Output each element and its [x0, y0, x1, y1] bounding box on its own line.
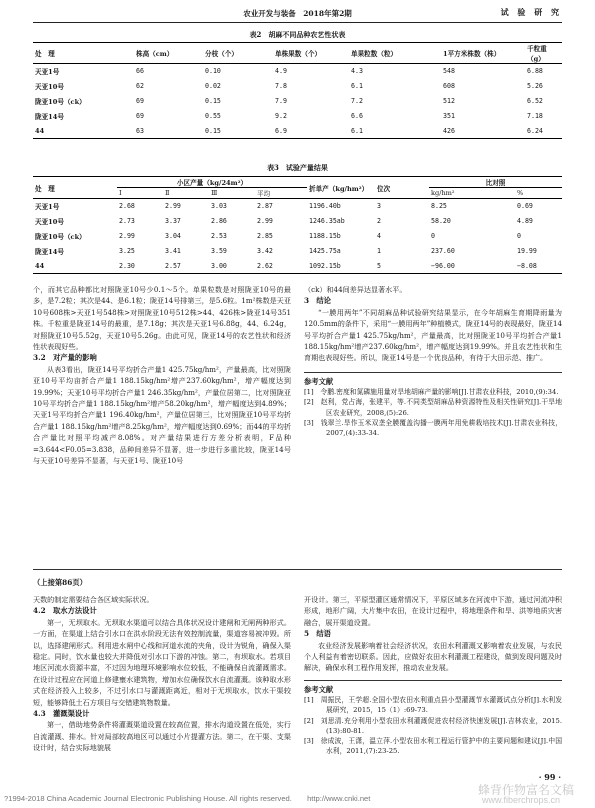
table2-header-cell: 分枝（个）: [203, 43, 273, 64]
table2-cell: 7.18: [527, 112, 543, 120]
table3-cell: 2.68: [119, 202, 135, 211]
table3-cell: 0: [517, 232, 521, 240]
table2-cell: 0.15: [205, 97, 221, 105]
table2-cell: 9.2: [275, 112, 287, 120]
table2-cell: 6.24: [525, 124, 562, 139]
table3-header-cell: 小区产量（kg/24m²）: [117, 177, 307, 188]
body-paragraph: （ck）和44间差异达显著水平。: [304, 285, 407, 294]
table3-cell: 陇亚10号（ck）: [35, 233, 86, 241]
table3-cell: 3.00: [209, 259, 255, 274]
table3-cell: 2.99: [257, 217, 273, 225]
table3-cell: 0.69: [517, 202, 533, 211]
table2-cell: 7.2: [351, 97, 363, 105]
table3-cell: 3: [377, 202, 381, 211]
table3-caption: 表3 试验产量结果: [267, 163, 328, 172]
table3-cell: 1425.75a: [309, 247, 341, 255]
table2-header-cell: 单株果数（个）: [273, 43, 349, 64]
table3-cell: 58.20: [431, 217, 451, 225]
table2-cell: 6.1: [349, 124, 441, 139]
table3-cell: 5: [375, 259, 429, 274]
table3-cell: 1246.35ab: [309, 217, 345, 225]
table3-cell: 2.85: [257, 232, 273, 240]
body-paragraph: 第一，借助地势条件将灌溉渠道设置在较高位置，排水沟道设置在低处，实行自流灌溉、排水。针对局部较高地区可以通过小片提灌方法。第二，在干渠、支渠设计时，结合实际地貌展: [33, 720, 291, 753]
table3-cell: 1196.40b: [309, 202, 341, 211]
table2-header-cell: 千粒重（g）: [525, 43, 562, 64]
table3-cell: 1092.15b: [307, 259, 375, 274]
table3-cell: 1: [377, 247, 381, 255]
table3-cell: 天亚1号: [35, 203, 60, 212]
table3-cell: 2: [377, 217, 381, 225]
left-column-lower: [33, 594, 291, 754]
table3-cell: 4: [377, 232, 381, 240]
table2-cell: 7.9: [275, 97, 287, 105]
table3-cell: 3.03: [211, 202, 227, 211]
table2: [33, 42, 562, 139]
table3-cell: 0: [431, 232, 435, 240]
section-heading: 3 结论: [304, 296, 331, 306]
table2-cell: 44: [33, 124, 134, 139]
table2-cell: 6.88: [527, 67, 543, 76]
section-heading: 4.3 灌溉渠设计: [33, 709, 90, 719]
table3-cell: 2.87: [257, 202, 273, 211]
table3-header-cell: 平均: [255, 188, 307, 199]
table2-cell: 天亚10号: [35, 83, 64, 91]
table2-cell: 6.6: [351, 112, 363, 120]
table2-header-cell: 处 理: [33, 43, 134, 64]
right-column-upper: [304, 284, 562, 438]
table2-cell: 0.55: [205, 112, 221, 120]
table3-cell: 2.62: [255, 259, 307, 274]
table2-cell: 0.02: [205, 82, 221, 90]
table3-cell: 237.60: [431, 247, 455, 255]
table2-cell: 天亚1号: [35, 68, 60, 77]
table3: [33, 176, 562, 274]
table2-cell: 7.8: [275, 82, 287, 90]
table2-cell: 426: [441, 124, 525, 139]
table3-header-cell: kg/hm²: [429, 188, 515, 199]
table2-cell: 6.9: [273, 124, 349, 139]
table2-cell: 62: [136, 82, 144, 90]
table3-header-cell: 位次: [375, 177, 429, 199]
table3-cell: 1188.15b: [309, 232, 341, 240]
table3-cell: 2.99: [165, 202, 181, 211]
watermark: 蜂背作物富名文稿: [478, 783, 575, 797]
table3-header-cell: Ⅰ: [117, 188, 163, 199]
reference-item: [2] 赵利，党占海，张建平，等.不同类型胡麻品种资源特性及相关性研究[J].干旱地区农业研究，2008,(5):26.: [304, 398, 562, 417]
table3-header-cell: %: [515, 188, 562, 199]
continued-from-label: （上接第86页）: [33, 578, 87, 587]
body-paragraph: 从表3看出，陇亚14号平均折合产量1 425.75kg/hm²，产量最高，比对照陇亚10号平均亩折合产量1 188.15kg/hm²增产237.60kg/hm²，增产幅度达到19.99%；天亚10号平均折合产量1 246.35kg/hm²，产量位居第二，比对照陇亚10号平均折合产量1 188.15kg/hm²增产58.20kg/hm²，增产幅度达到4.89%；天亚1号平均折合产量1 196.40kg/hm²，产量位居第三，比对照陇亚10号平均折合产量1 188.15kg/hm²增产8.25kg/hm²，增产幅度达到0.69%；而44的平均折合产量比对照平均减产8.08%。对产量结果进行方差分析表明，F品种=3.644<F0.05=3.838，品种间差异不显著，进一步进行多重比较，陇亚14号与天亚10号差异不显著，与天亚1号、陇亚10号: [33, 364, 291, 466]
table2-cell: 0.15: [203, 124, 273, 139]
table3-header-cell: 比对照: [429, 177, 562, 188]
copyright-footer: ?1994-2018 China Academic Journal Electronic Publishing House. All rights reserved. http://www.cnki.net: [4, 794, 371, 803]
references-heading: 参考文献: [304, 372, 562, 387]
header-rule: [33, 22, 562, 23]
body-paragraph: 个，而其它品种都比对照陇亚10号少0.1～5个。单果粒数是对照陇亚10号的最多，是7.2粒；其次是44、是6.1粒；陇亚14号排第三，是5.6粒。1m²株数是天亚10号608株>天亚1号548株>对照陇亚10号512株>44、426株>陇亚14号351株。千粒重是陇亚14号的最重，是7.18g；其次是天亚1号6.88g，44、6.24g，对照陇亚10号5.52g，天亚10号5.26g。由此可见，陇亚14号的农艺性状和经济性状表现好些。: [33, 285, 291, 352]
table2-cell: 6.1: [351, 82, 363, 90]
page-number: · 99 ·: [538, 772, 561, 782]
body-paragraph: “一膜用两年”不同胡麻品种试验研究结果显示，在今年胡麻生育期降雨量为120.5mm的条件下，采用“一膜用两年”种植模式，陇亚14号的表现最好，陇亚14号平均折合产量1 425.75kg/hm²，产量最高，比对照陇亚10号平均折合产量1 188.15kg/hm²增产237.60kg/hm²，增产幅度达到19.99%。并且农艺性状和生育期也表现好些。所以，陇亚14号是一个优良品种，有待于大田示范、推广。: [304, 307, 562, 363]
table3-cell: 2.73: [119, 217, 135, 225]
table3-cell: −96.00: [429, 259, 515, 274]
table2-cell: 351: [443, 112, 455, 120]
section-heading: 4.2 取水方法设计: [33, 606, 97, 616]
table2-cell: 512: [443, 97, 455, 105]
table3-cell: 2.86: [211, 217, 227, 225]
table2-cell: 69: [136, 112, 144, 120]
table2-cell: 69: [136, 97, 144, 105]
table3-cell: 3.41: [165, 247, 181, 255]
table3-cell: 3.42: [257, 247, 273, 255]
journal-header: 农业开发与装备 2018年第2期: [243, 9, 352, 18]
table2-caption: 表2 胡麻不同品种农艺性状表: [249, 30, 346, 39]
table2-header-cell: 株高（cm）: [134, 43, 203, 64]
article-divider: [33, 569, 562, 570]
table3-cell: 陇亚14号: [35, 248, 64, 256]
table3-cell: 3.04: [165, 232, 181, 240]
table3-cell: 3.59: [211, 247, 227, 255]
body-paragraph: 天数的制定需要结合各区域实际状况。: [33, 595, 154, 604]
table3-header-cell: 折单产（kg/hm²）: [307, 177, 375, 199]
table3-cell: 8.25: [431, 202, 447, 211]
reference-item: [3] 钱翠兰.旱作玉米双垄全膜覆盖沟播一膜两年用免耕栽培技术[J].甘肃农业科技，2007,(4):33-34.: [304, 418, 562, 438]
body-paragraph: 农业经济发展影响着社会经济状况，农田水利灌溉又影响着农业发展，与农民个人利益有着密切联系。因此，应做好农田水利灌溉工程建设，做到发现问题及时解决，确保水利工程作用发挥，推动农业发展。: [304, 640, 562, 673]
table3-cell: 2.30: [117, 259, 163, 274]
table2-cell: 陇亚10号（ck）: [35, 98, 86, 106]
table3-header-cell: 处 理: [33, 177, 117, 199]
table2-cell: 5.26: [527, 82, 543, 90]
table3-cell: 3.25: [119, 247, 135, 255]
table3-cell: 19.99: [517, 247, 537, 255]
body-paragraph: 开设计。第三，平原型灌区通常情况下，平原区域多在河流中下游，通过河流冲积形成，地形广阔，大片集中农田，在设计过程中，将地理条件和旱、洪等地质灾害融合，展开渠道设置。: [304, 595, 562, 627]
table2-cell: 6.52: [527, 97, 543, 105]
table3-cell: −8.08: [515, 259, 562, 274]
table3-header-cell: Ⅲ: [209, 188, 255, 199]
right-column-lower: [304, 594, 562, 756]
section-heading: 3.2 对产量的影响: [33, 353, 97, 363]
table2-header-cell: 1平方米株数（株）: [441, 43, 525, 64]
table2-cell: 陇亚14号: [35, 113, 64, 121]
table3-header-cell: Ⅱ: [163, 188, 209, 199]
body-paragraph: 第一，无坝取水。无坝取水渠道可以结合具体状况设计建闸和无闸两种形式。一方面，在渠道上结合引水口在洪水阶段无法有效控制流量，渠道容易被冲毁。所以，选择建闸形式。利用进水闸中心线和河道水流的夹角，设计为锐角，确保入渠稳定。同时，饮水量也较大并降低对引水口下游的冲蚀。第二，有坝取水。若项目地区河流水资源丰富，不过因为地理环境影响水位较低，不能确保自流灌溉需求。在设计过程应在河道上修建壅水建筑物，增加水位确保饮水自流灌溉。该种取水形式在经济投入上较多，不过引水口与灌溉距离近，相对于无坝取水，饮水干渠较短，能够降低土石方项目与交错建筑物数量。: [33, 617, 291, 707]
table2-cell: 66: [136, 67, 144, 76]
table2-cell: 4.3: [351, 67, 363, 76]
section-heading: 5 结语: [304, 629, 331, 639]
reference-item: [1] 令鹏.密度和氮磷施用量对旱地胡麻产量的影响[J].甘肃农业科技，2010,(9):34.: [304, 388, 559, 397]
watermark-url: www.fiberchrops.cn: [482, 795, 561, 805]
table3-cell: 44: [33, 259, 117, 274]
table3-cell: 2.57: [163, 259, 209, 274]
table3-cell: 4.89: [517, 217, 533, 225]
reference-item: [2] 刘思清.充分利用小型农田水利灌溉促进农村经济快速发展[J].吉林农业，2015.(13):80-81.: [304, 716, 562, 735]
table3-cell: 2.99: [119, 232, 135, 240]
section-tag: 试 验 研 究: [500, 7, 562, 17]
table2-header-cell: 单果粒数（粒）: [349, 43, 441, 64]
table2-cell: 63: [134, 124, 203, 139]
table2-cell: 608: [443, 82, 455, 90]
left-column-upper: [33, 284, 291, 467]
table2-cell: 0.10: [205, 67, 221, 76]
table3-cell: 3.37: [165, 217, 181, 225]
reference-item: [3] 徐成波，王潇，温立萍.小型农田水利工程运行管护中的主要问题和建议[J].中国水利，2011,(7):23-25.: [304, 737, 562, 756]
references-heading: 参考文献: [304, 680, 562, 695]
table2-cell: 4.9: [275, 67, 287, 76]
table3-cell: 2.53: [211, 232, 227, 240]
reference-item: [1] 周振民，王学超.全国小型农田水利重点县小型灌溉节水灌溉试点分析[J].水利发展研究，2015，15（1）:69-73.: [304, 696, 562, 715]
table2-cell: 548: [443, 67, 455, 76]
table3-cell: 天亚10号: [35, 218, 64, 226]
